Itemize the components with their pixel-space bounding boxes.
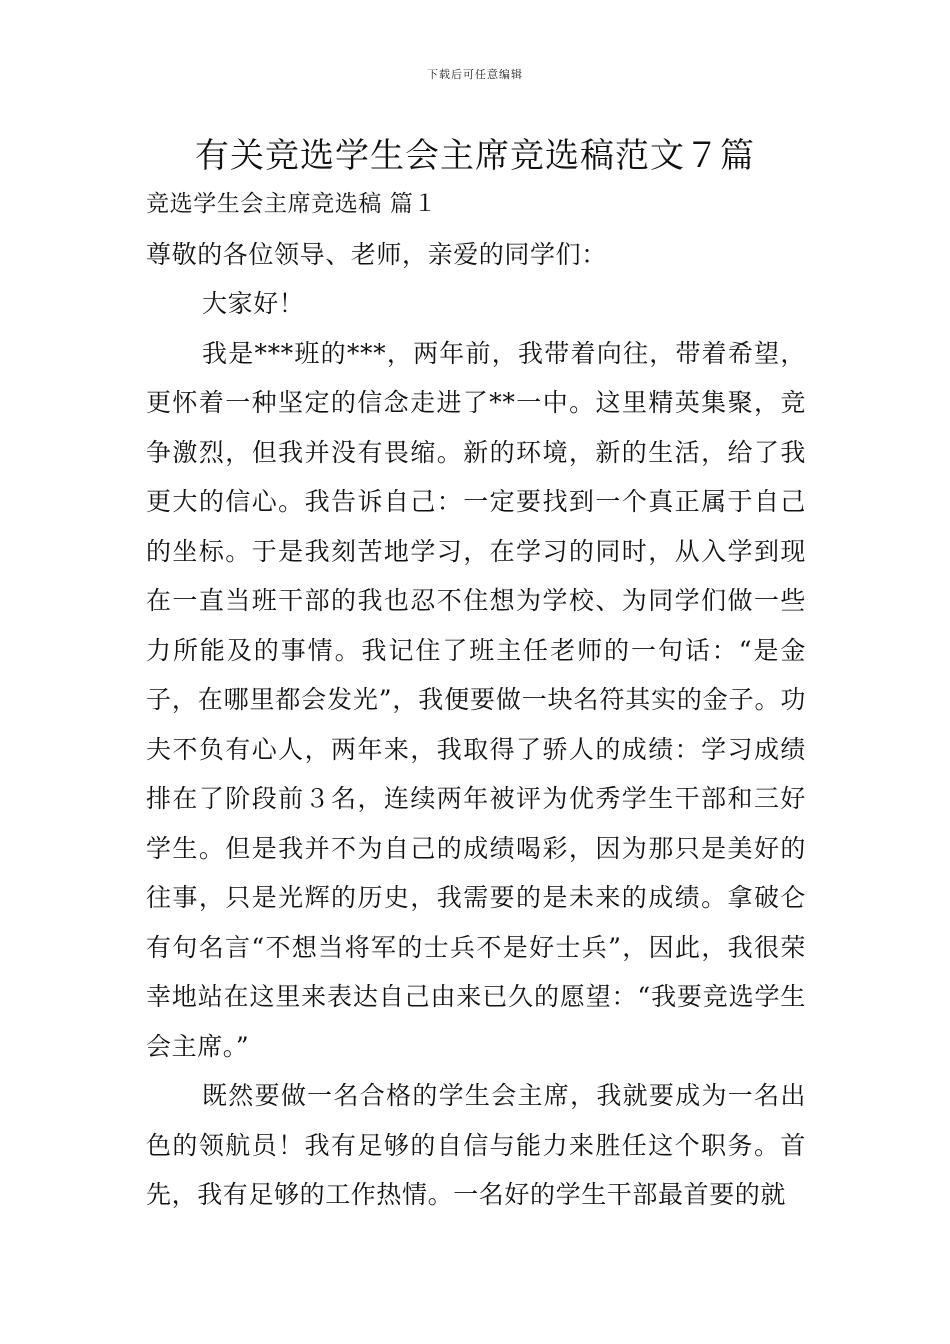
salutation: 尊敬的各位领导、老师，亲爱的同学们： <box>146 239 607 269</box>
header-note: 下载后可任意编辑 <box>427 68 523 81</box>
document-title: 有关竞选学生会主席竞选稿范文７篇 <box>195 136 755 176</box>
document-body <box>146 180 806 1220</box>
greeting: 大家好！ <box>202 289 305 318</box>
paragraph-1: 我是***班的***，两年前，我带着向往，带着希望，更怀着一种坚定的信念走进了**一中。这里精英集聚，竞争激烈，但我并没有畏缩。新的环境，新的生活，给了我更大的信心。我告诉自己：一定要找到一个真正属于自己的坐标。于是我刻苦地学习，在学习的同时，从入学到现在一直当班干部的我也忍不住想为学校、为同学们做一些力所能及的事情。我记住了班主任老师的一句话：“是金子，在哪里都会发光”，我便要做一块名符其实的金子。功夫不负有心人，两年来，我取得了骄人的成绩：学习成绩排在了阶段前３名，连续两年被评为优秀学生干部和三好学生。但是我并不为自己的成绩喝彩，因为那只是美好的往事，只是光辉的历史，我需要的是未来的成绩。拿破仑有句名言“不想当将军的士兵不是好士兵”，因此，我很荣幸地站在这里来表达自己由来已久的愿望：“我要竞选学生会主席。” <box>146 338 806 1061</box>
section-heading: 竞选学生会主席竞选稿 篇１ <box>146 191 438 217</box>
paragraph-2: 既然要做一名合格的学生会主席，我就要成为一名出色的领航员！我有足够的自信与能力来胜任这个职务。首先，我有足够的工作热情。一名好的学生干部最首要的就 <box>146 1081 806 1209</box>
